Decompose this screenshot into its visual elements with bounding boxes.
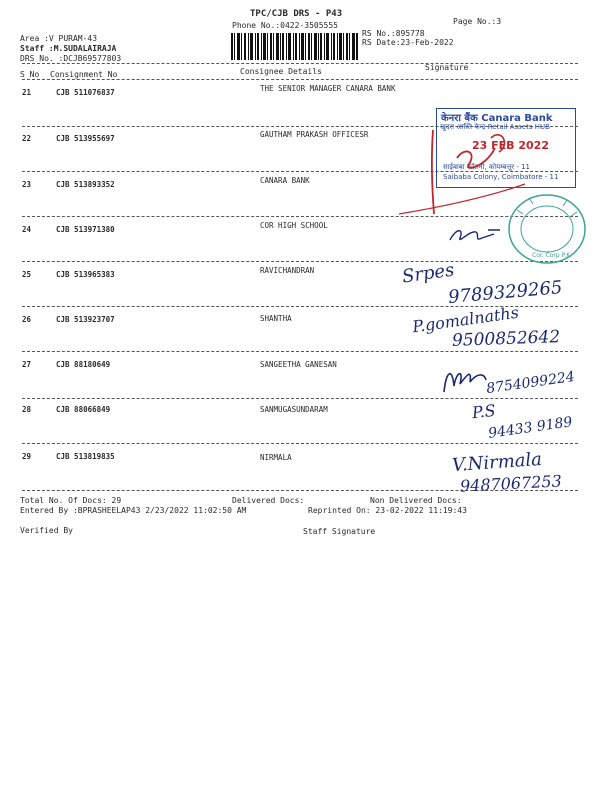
row27-phone: 8754099224: [485, 368, 576, 398]
row-sno: 21: [22, 88, 32, 97]
row-sno: 25: [22, 270, 32, 279]
non-delivered-docs: Non Delivered Docs:: [370, 496, 462, 505]
row-consignment: CJB 513819835: [56, 452, 115, 461]
row-sno: 28: [22, 405, 32, 414]
row29-signature: V.Nirmala: [451, 448, 543, 477]
stamp-address-hindi: साईबाबा कॉलनी, कोयम्बत्तूर - 11: [443, 163, 531, 171]
row-consignee: GAUTHAM PRAKASH OFFICESR: [260, 130, 369, 139]
row-consignee: THE SENIOR MANAGER CANARA BANK: [260, 84, 396, 93]
row-sno: 22: [22, 134, 32, 143]
col-signature: Signature: [425, 63, 469, 72]
row28-signature: P.S: [471, 400, 497, 423]
phone-number: Phone No.:0422-3505555: [232, 21, 338, 30]
row25-signature: Srpes: [400, 259, 456, 288]
row-consignee: COR HIGH SCHOOL: [260, 221, 328, 230]
col-sno: S No: [20, 70, 40, 79]
stamp-address: Saibaba Colony, Coimbatore - 11: [443, 173, 559, 181]
row-consignee: CANARA BANK: [260, 176, 310, 185]
row-consignment: CJB 511076837: [56, 88, 115, 97]
col-consignee: Consignee Details: [240, 67, 322, 76]
row-divider: [22, 398, 578, 399]
rs-number: RS No.:895778: [362, 29, 425, 38]
row-consignment: CJB 88066849: [56, 405, 111, 414]
col-consignment: Consignment No: [50, 70, 118, 79]
row-consignment: CJB 513893352: [56, 180, 115, 189]
row24-signature: [448, 224, 508, 248]
row-sno: 23: [22, 180, 32, 189]
row-consignee: RAVICHANDRAN: [260, 266, 315, 275]
row28-phone: 94433 9189: [487, 414, 574, 442]
staff-signature: Staff Signature: [303, 527, 376, 536]
row-divider: [22, 261, 578, 262]
row-sno: 26: [22, 315, 32, 324]
row-consignment: CJB 88180649: [56, 360, 111, 369]
total-docs: Total No. Of Docs: 29: [20, 496, 122, 505]
row-divider: [22, 443, 578, 444]
row-consignee: SANMUGASUNDARAM: [260, 405, 328, 414]
stamp-bank-name: केनरा बैंक Canara Bank: [441, 113, 553, 124]
staff-label: Staff :M.SUDALAIRAJA: [20, 44, 117, 53]
row-consignment: CJB 513965383: [56, 270, 115, 279]
row-consignee: NIRMALA: [260, 453, 292, 462]
barcode: [231, 33, 359, 60]
page-number: Page No.:3: [453, 17, 502, 26]
rs-date: RS Date:23-Feb-2022: [362, 38, 454, 47]
row26-signature: P.gomalnaths: [411, 302, 520, 337]
delivered-docs: Delivered Docs:: [232, 496, 305, 505]
row-sno: 27: [22, 360, 32, 369]
row-consignment: CJB 513955697: [56, 134, 115, 143]
header-divider-bottom: [22, 79, 578, 80]
row-sno: 24: [22, 225, 32, 234]
header-divider-top: [22, 63, 578, 64]
report-title: TPC/CJB DRS - P43: [250, 9, 343, 19]
row25-phone: 9789329265: [447, 277, 564, 308]
row-divider: [22, 351, 578, 352]
row27-signature: [440, 362, 490, 398]
seal-text: Cor. Corp P.K.: [532, 252, 573, 259]
row26-phone: 9500852642: [451, 327, 561, 351]
area-label: Area :V PURAM-43: [20, 34, 98, 43]
entered-by: Entered By :BPRASHEELAP43 2/23/2022 11:02:50 AM: [20, 506, 247, 515]
row-consignee: SHANTHA: [260, 314, 292, 323]
drs-number: DRS No. :DCJB69577803: [20, 54, 122, 63]
row-consignment: CJB 513971380: [56, 225, 115, 234]
stamp-hub-name: खुदरा आस्ति केन्द्र Retail Assets HUB: [440, 123, 550, 131]
verified-by: Verified By: [20, 526, 73, 535]
stamp-date: 23 FEB 2022: [472, 139, 549, 152]
row-consignee: SANGEETHA GANESAN: [260, 360, 337, 369]
reprinted-on: Reprinted On: 23-02-2022 11:19:43: [308, 506, 467, 515]
row29-phone: 9487067253: [459, 471, 563, 496]
row-sno: 29: [22, 452, 32, 461]
row-consignment: CJB 513923707: [56, 315, 115, 324]
